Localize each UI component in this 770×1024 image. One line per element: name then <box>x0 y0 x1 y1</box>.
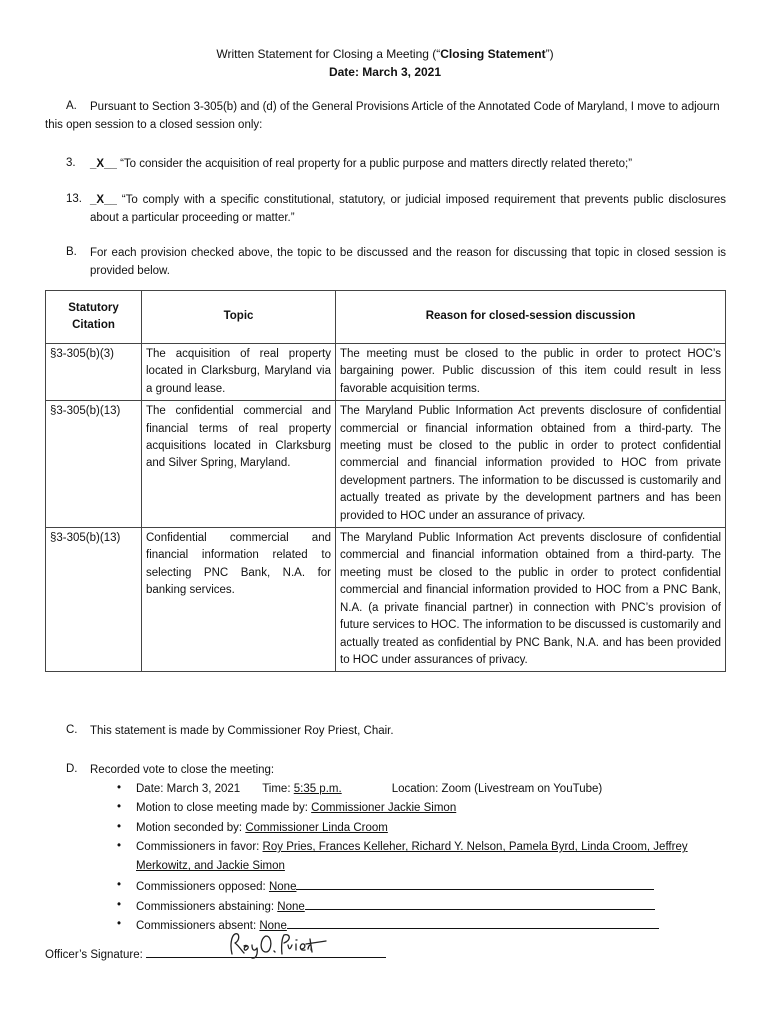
motion-label: Motion to close meeting made by: <box>136 802 308 814</box>
section-b-text: For each provision checked above, the topic to be discussed and the reason for discussing that topic in closed session is provided below. <box>90 247 726 277</box>
row-2-reason: The Maryland Public Information Act prevents disclosure of confidential commercial or financial information obtained from a third-party. The meeting must be closed to the public in order to protect confidential commercial and financial information provided to HOC from private development partners. The information to be discussed is customarily and actually treated as private by the development partners and has been provided to HOC under an assurance of privacy. <box>336 401 726 528</box>
favor-value-line-2: Merkowitz, and Jackie Simon <box>136 860 285 872</box>
section-b-label: B. <box>66 246 77 258</box>
bullet-icon: • <box>117 879 122 891</box>
bullet-icon: • <box>117 918 122 930</box>
bullet-icon: • <box>117 782 122 794</box>
bullet-icon: • <box>117 801 122 813</box>
section-a-body: Pursuant to Section 3-305(b) and (d) of the General Provisions Article of the Annotated Code of Maryland, I move to adjourn this open session to a closed session only: <box>45 101 720 131</box>
abstaining-value: None <box>277 901 305 913</box>
seconded-value: Commissioner Linda Croom <box>245 822 388 834</box>
vote-absent <box>136 916 659 936</box>
provision-13-number: 13. <box>66 193 82 205</box>
favor-label: Commissioners in favor: <box>136 841 260 853</box>
header-citation: Statutory Citation <box>46 291 142 344</box>
vote-date: Date: March 3, 2021 <box>136 783 241 795</box>
section-d-label: D. <box>66 763 78 775</box>
signature-label: Officer’s Signature: <box>45 949 143 961</box>
handwritten-signature <box>226 928 336 962</box>
row-3-citation: §3-305(b)(13) <box>46 528 142 672</box>
title-bold: Closing Statement <box>440 47 546 61</box>
row-1-reason: The meeting must be closed to the public in order to protect HOC’s bargaining power. Public discussion of this item could result in less favorable acquisition terms. <box>336 344 726 401</box>
table-row <box>46 528 726 672</box>
section-a-label: A. <box>66 100 77 112</box>
provision-3-mark: _X__ <box>90 158 117 170</box>
document-title <box>0 47 770 61</box>
abstaining-label: Commissioners abstaining: <box>136 901 275 913</box>
row-1-topic: The acquisition of real property located in Clarksburg, Maryland via a ground lease. <box>142 344 336 401</box>
row-2-citation: §3-305(b)(13) <box>46 401 142 528</box>
vote-datetime <box>136 780 602 799</box>
table-header-row <box>46 291 726 344</box>
bullet-icon: • <box>117 821 122 833</box>
vote-location: Location: Zoom (Livestream on YouTube) <box>391 783 603 795</box>
section-d-text: Recorded vote to close the meeting: <box>90 764 275 776</box>
opposed-value: None <box>268 881 297 893</box>
provision-13-mark: _X__ <box>90 194 117 206</box>
motion-value: Commissioner Jackie Simon <box>311 802 457 814</box>
absent-value: None <box>259 920 287 932</box>
bullet-icon: • <box>117 840 122 852</box>
provision-3-text <box>90 156 726 174</box>
vote-in-favor <box>136 838 728 876</box>
row-3-reason: The Maryland Public Information Act prevents disclosure of confidential commercial and financial information obtained from a third-party. The meeting must be closed to the public in order to protect confidential commercial and financial information provided to HOC from a PNC Bank, N.A. (a private financial partner) in connection with PNC’s provision of future services to HOC. The information to be discussed is customarily and actually treated as confidential by PNC Bank, N.A. and has been provided to HOC under assurances of privacy. <box>336 528 726 672</box>
vote-opposed <box>136 877 654 897</box>
row-3-topic: Confidential commercial and financial information related to selecting PNC Bank, N.A. for banking services. <box>142 528 336 672</box>
vote-abstaining <box>136 897 655 917</box>
seconded-label: Motion seconded by: <box>136 822 243 834</box>
vote-time-label: Time: <box>262 783 291 795</box>
provision-13-text <box>90 192 726 227</box>
provision-3-number: 3. <box>66 157 76 169</box>
section-a-text <box>45 99 726 134</box>
absent-label: Commissioners absent: <box>136 920 257 932</box>
row-2-topic: The confidential commercial and financial terms of real property acquisitions located in Clarksburg and Silver Spring, Maryland. <box>142 401 336 528</box>
header-reason: Reason for closed-session discussion <box>336 291 726 344</box>
vote-seconded <box>136 819 388 838</box>
provision-13-body: “To comply with a specific constitutional, statutory, or judicial imposed requirement that prevents public disclosures about a particular proceeding or matter.” <box>90 194 726 224</box>
table-row <box>46 344 726 401</box>
title-suffix: ”) <box>545 47 554 61</box>
opposed-label: Commissioners opposed: <box>136 881 266 893</box>
favor-value-line-1: Roy Pries, Frances Kelleher, Richard Y. Nelson, Pamela Byrd, Linda Croom, Jeffrey <box>262 841 688 853</box>
header-topic: Topic <box>142 291 336 344</box>
table-row <box>46 401 726 528</box>
section-c-text: This statement is made by Commissioner Roy Priest, Chair. <box>90 725 394 737</box>
section-c-label: C. <box>66 724 78 736</box>
closed-session-table <box>45 290 726 672</box>
row-1-citation: §3-305(b)(3) <box>46 344 142 401</box>
vote-motion <box>136 799 456 818</box>
provision-3-body: “To consider the acquisition of real property for a public purpose and matters directly related thereto;” <box>120 158 633 170</box>
title-prefix: Written Statement for Closing a Meeting (“ <box>216 47 441 61</box>
vote-time-value: 5:35 p.m. <box>293 783 342 795</box>
document-date: Date: March 3, 2021 <box>328 65 442 79</box>
bullet-icon: • <box>117 899 122 911</box>
